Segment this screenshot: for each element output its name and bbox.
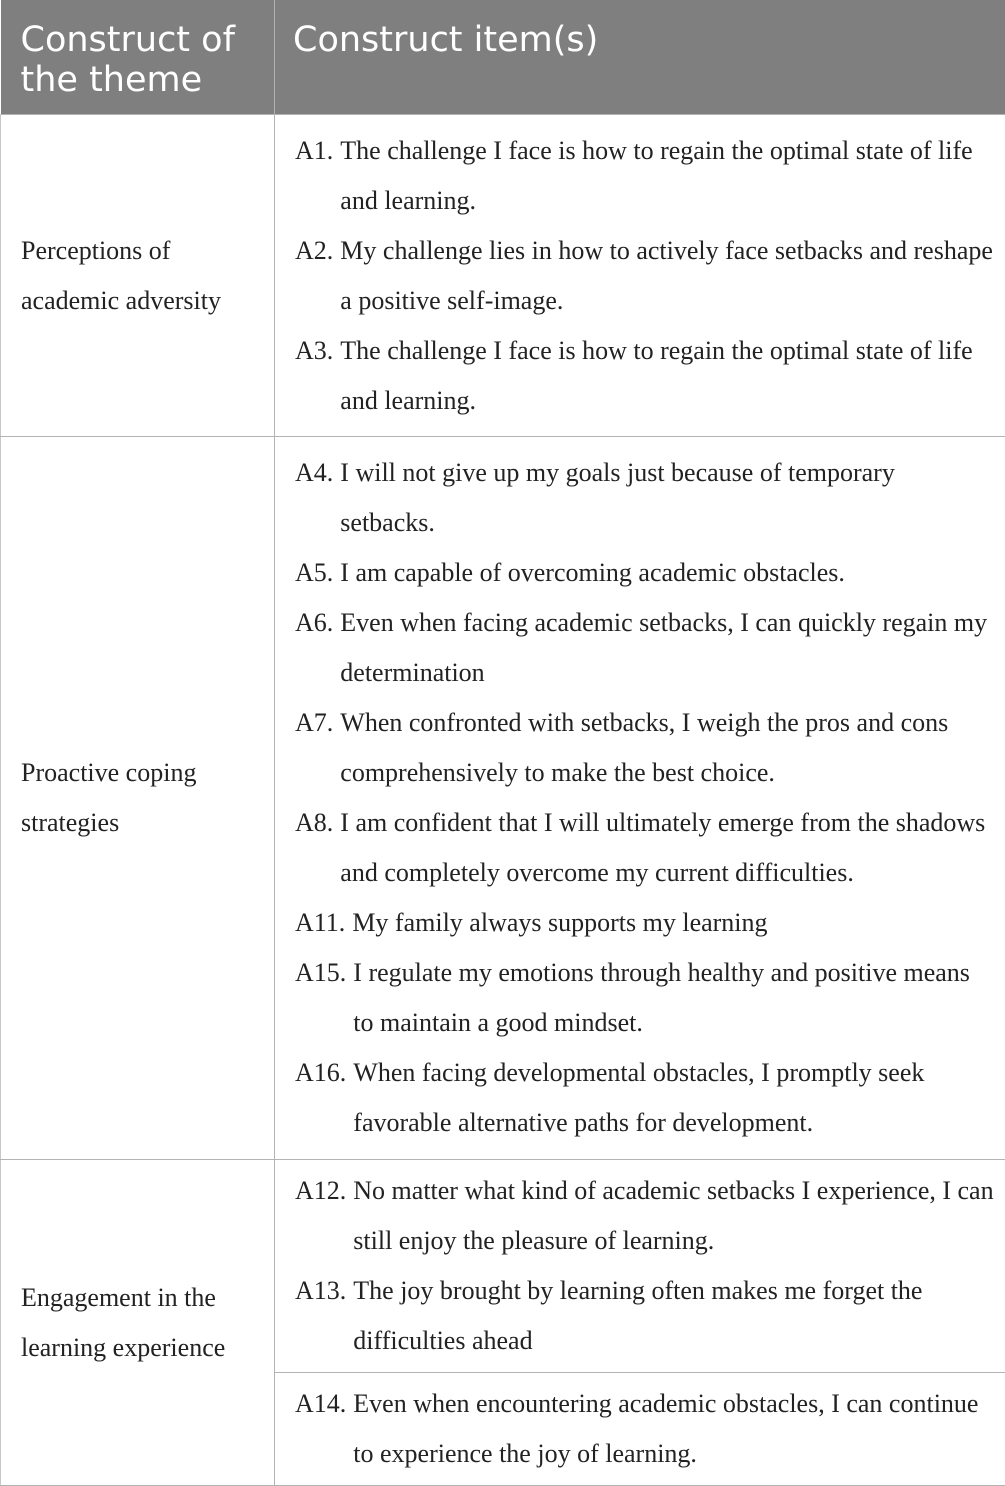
item-text: No matter what kind of academic setbacks I experience, I can still enjoy the pleasure of learning. [353,1166,995,1266]
item-code: A1. [295,126,340,226]
list-item [295,1266,995,1366]
theme-cell: Perceptions of academic adversity [1,115,275,437]
item-code: A5. [295,548,340,598]
table-row [1,1160,1005,1373]
items-cell [275,115,1005,437]
list-item [295,126,995,226]
item-code: A7. [295,698,340,798]
item-text: When facing developmental obstacles, I promptly seek favorable alternative paths for development. [353,1048,995,1148]
item-code: A2. [295,226,340,326]
header-construct-of-theme: Construct of the theme [1,0,275,115]
item-code: A6. [295,598,340,698]
item-text: I will not give up my goals just because of temporary setbacks. [340,448,995,548]
item-code: A4. [295,448,340,548]
items-cell [275,1160,1005,1373]
item-text: I am confident that I will ultimately emerge from the shadows and completely overcome my current difficulties. [340,798,995,898]
theme-cell: Engagement in the learning experience [1,1160,275,1486]
list-item [295,448,995,548]
header-construct-items: Construct item(s) [275,0,1005,115]
item-text: When confronted with setbacks, I weigh the pros and cons comprehensively to make the best choice. [340,698,995,798]
theme-cell: Proactive coping strategies [1,437,275,1160]
items-cell [275,1373,1005,1486]
list-item [295,1379,995,1479]
item-text: The challenge I face is how to regain the optimal state of life and learning. [340,326,995,426]
item-code: A12. [295,1166,353,1266]
list-item [295,898,995,948]
item-code: A3. [295,326,340,426]
item-code: A14. [295,1379,353,1479]
item-text: My family always supports my learning [352,898,995,948]
item-code: A15. [295,948,353,1048]
item-code: A11. [295,898,352,948]
list-item [295,326,995,426]
item-text: I regulate my emotions through healthy and positive means to maintain a good mindset. [353,948,995,1048]
list-item [295,226,995,326]
list-item [295,798,995,898]
item-text: Even when encountering academic obstacles, I can continue to experience the joy of learning. [353,1379,995,1479]
list-item [295,948,995,1048]
item-text: My challenge lies in how to actively face setbacks and reshape a positive self-image. [340,226,995,326]
list-item [295,1166,995,1266]
list-item [295,1048,995,1148]
list-item [295,548,995,598]
list-item [295,698,995,798]
item-text: The joy brought by learning often makes me forget the difficulties ahead [353,1266,995,1366]
table-row [1,437,1005,1160]
header-row [1,0,1005,115]
items-cell [275,437,1005,1160]
item-text: I am capable of overcoming academic obstacles. [340,548,995,598]
list-item [295,598,995,698]
item-text: The challenge I face is how to regain the optimal state of life and learning. [340,126,995,226]
item-code: A16. [295,1048,353,1148]
table-row [1,115,1005,437]
item-text: Even when facing academic setbacks, I can quickly regain my determination [340,598,995,698]
item-code: A8. [295,798,340,898]
item-code: A13. [295,1266,353,1366]
